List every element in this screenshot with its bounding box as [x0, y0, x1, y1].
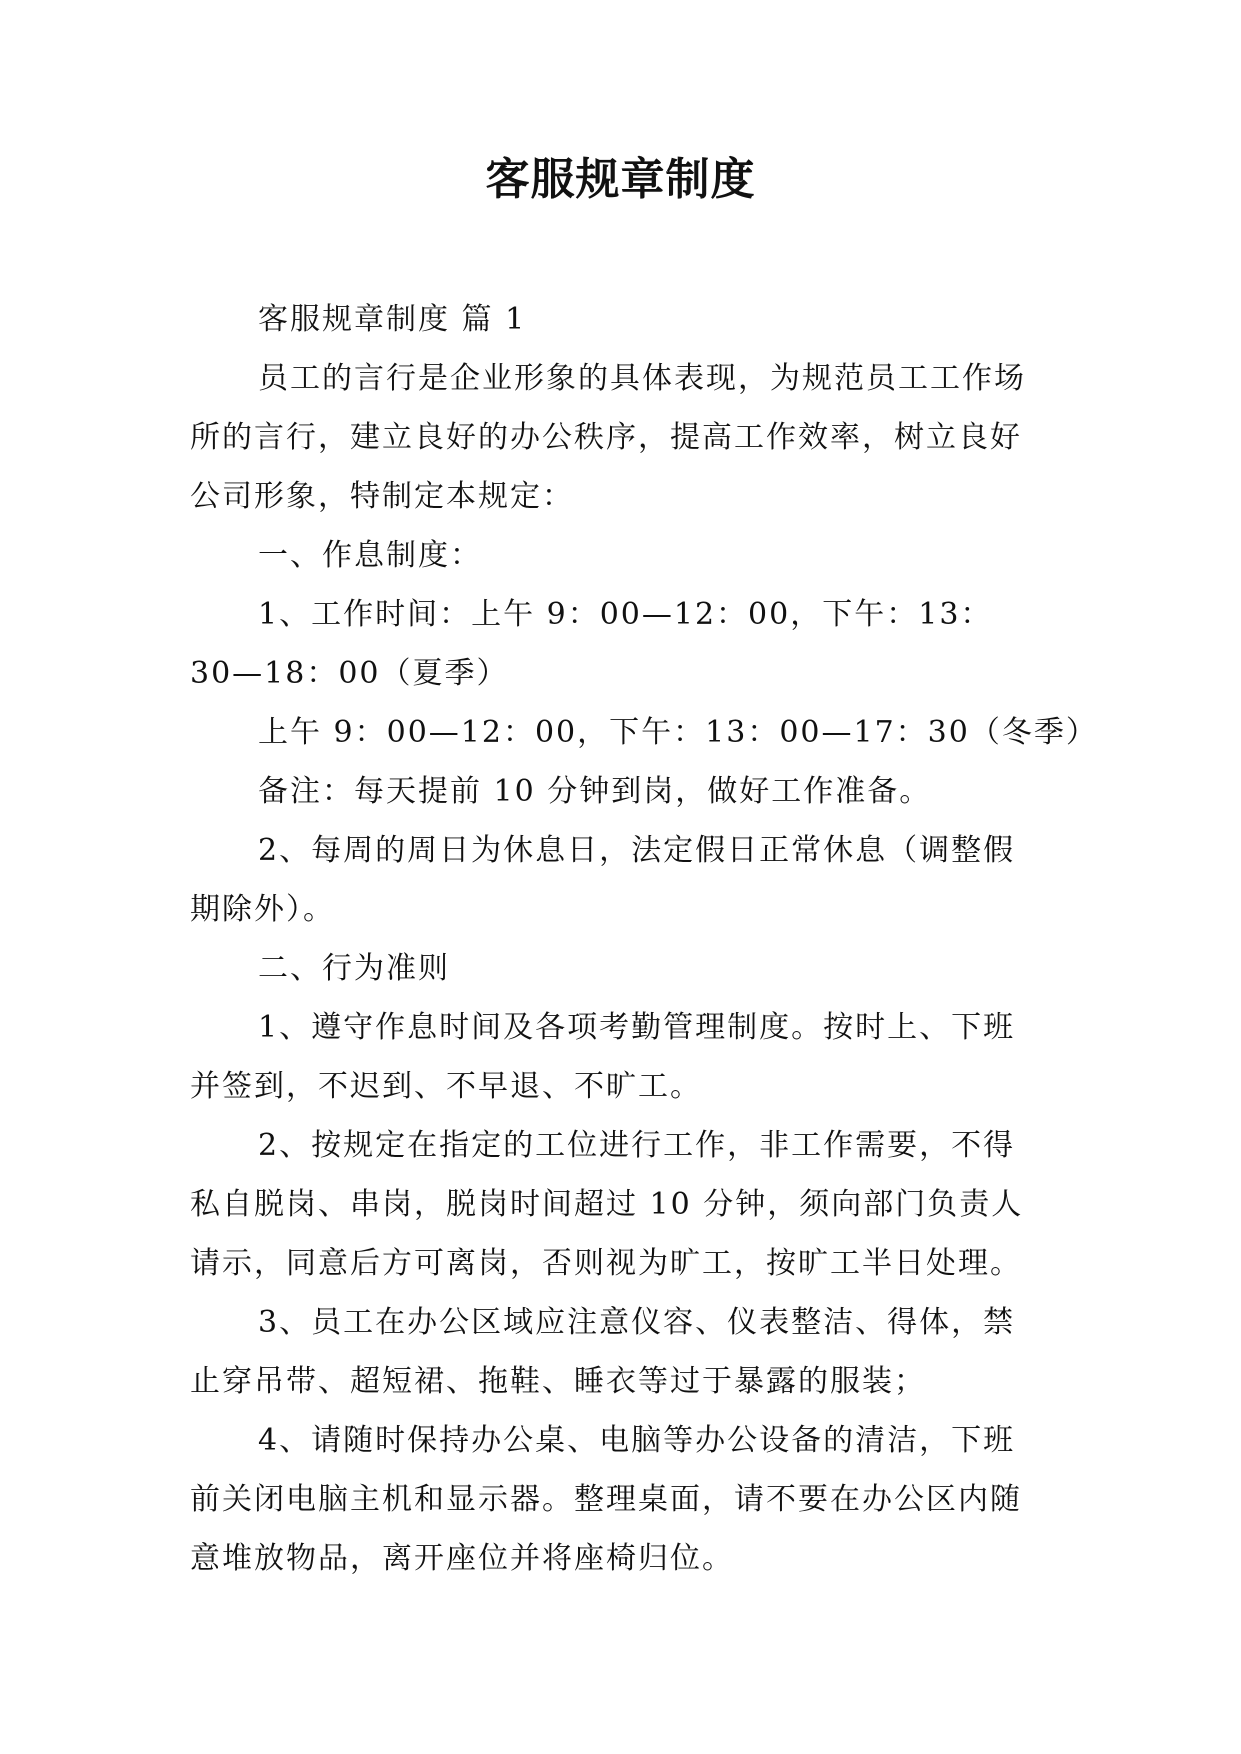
doc-line-15: 2、按规定在指定的工位进行工作，非工作需要，不得	[258, 1128, 1016, 1163]
doc-line-4: 公司形象，特制定本规定：	[190, 479, 574, 514]
doc-line-10: 2、每周的周日为休息日，法定假日正常休息（调整假	[258, 833, 1016, 868]
doc-line-18: 3、员工在办公区域应注意仪容、仪表整洁、得体，禁	[258, 1305, 1016, 1340]
doc-line-12: 二、行为准则	[258, 951, 450, 986]
doc-line-5: 一、作息制度：	[258, 538, 482, 573]
doc-line-17: 请示，同意后方可离岗，否则视为旷工，按旷工半日处理。	[190, 1246, 1022, 1281]
document-body	[190, 290, 1098, 1588]
doc-line-2: 员工的言行是企业形象的具体表现，为规范员工工作场	[258, 361, 1026, 396]
doc-line-20: 4、请随时保持办公桌、电脑等办公设备的清洁，下班	[258, 1423, 1016, 1458]
doc-line-8: 上午 9：00—12：00，下午：13：00—17：30（冬季）	[258, 715, 1098, 750]
doc-line-13: 1、遵守作息时间及各项考勤管理制度。按时上、下班	[258, 1010, 1016, 1045]
doc-line-11: 期除外）。	[190, 892, 335, 927]
doc-line-19: 止穿吊带、超短裙、拖鞋、睡衣等过于暴露的服装；	[190, 1364, 926, 1399]
doc-line-16: 私自脱岗、串岗，脱岗时间超过 10 分钟，须向部门负责人	[190, 1187, 1024, 1222]
doc-line-22: 意堆放物品，离开座位并将座椅归位。	[190, 1541, 734, 1576]
doc-line-1: 客服规章制度 篇 1	[258, 302, 527, 337]
doc-line-9: 备注：每天提前 10 分钟到岗，做好工作准备。	[258, 774, 932, 809]
doc-line-14: 并签到，不迟到、不早退、不旷工。	[190, 1069, 702, 1104]
doc-line-21: 前关闭电脑主机和显示器。整理桌面，请不要在办公区内随	[190, 1482, 1022, 1517]
doc-line-3: 所的言行，建立良好的办公秩序，提高工作效率，树立良好	[190, 420, 1022, 455]
document-title: 客服规章制度	[485, 154, 756, 205]
doc-line-6: 1、工作时间：上午 9：00—12：00，下午：13：	[258, 597, 993, 632]
doc-line-7: 30—18：00（夏季）	[190, 656, 509, 691]
